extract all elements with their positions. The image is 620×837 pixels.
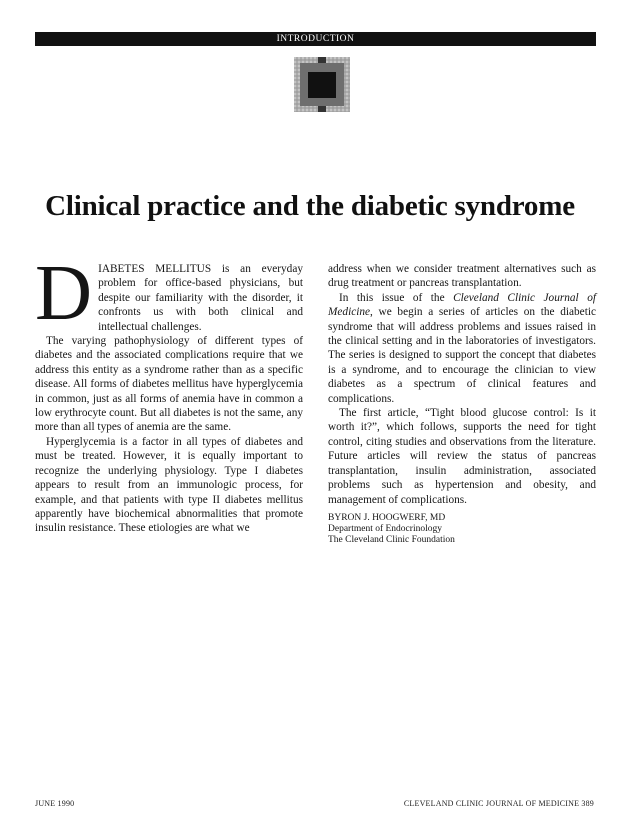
left-column [35,250,303,536]
paragraph-5-end: , we begin a series of articles on the diabetic syndrome that will address problems and issues raised in the clinical setting and in the laboratories of investigators. The series is designed to support the concept that diabetes is a syndrome, and to encourage the clinician to view diabetes as a spectrum of clinical features and complications. [328,306,596,405]
footer-date: JUNE 1990 [35,799,75,808]
journal-emblem-icon [294,57,350,112]
author-signature [328,513,596,546]
paragraph-6: The first article, “Tight blood glucose control: Is it worth it?”, which follows, supports the need for tight control, citing studies and observations from the literature. Future articles will review the status of pancreas transplantation, insulin administration, associated problems such as hypertension and obesity, and management of complications. [328,407,596,506]
journal-name: Cleveland Clinic Journal of Medicine [328,291,596,319]
right-column [328,262,596,546]
author-name: BYRON J. HOOGWERF, MD [328,512,446,523]
author-department: Department of Endocrinology [328,523,442,534]
footer-journal-page: CLEVELAND CLINIC JOURNAL OF MEDICINE 389 [403,799,594,808]
paragraph-3: Hyperglycemia is a factor in all types of diabetes and must be treated. However, it is equally important to recognize the underlying physiology. Type I diabetes appears to result from an immunologic process, for example, and that patients with type II diabetes mellitus apparently have biochemical abnormalities that promote insulin resistance. These etiologies are what we [35,435,303,535]
paragraph-5 [328,291,596,406]
paragraph-1 [35,250,303,337]
section-label: INTRODUCTION [276,34,355,44]
paragraph-2: The varying pathophysiology of different types of diabetes and the associated complications require that we address this entity as a syndrome rather than as a specific disease. All forms of diabetes mellitus have hyperglycemia in common, just as all forms of anemia have in common a low erythrocyte count. But all diabetes is not the same, any more than all types of anemia are the same. [35,335,303,434]
paragraph-5-start: In this issue of the [339,291,454,304]
paragraph-4: address when we consider treatment alternatives such as drug treatment or pancreas transplantation. [328,263,596,290]
section-header-bar [35,32,596,46]
lead-in-caps: IABETES MELLITUS [98,263,212,275]
paragraph-1-text: is an everyday problem for office-based physicians, but despite our familiarity with the disorder, it confronts us with both clinical and intellectual challenges. [98,263,303,333]
article-title: Clinical practice and the diabetic syndrome [45,190,575,222]
author-institution: The Cleveland Clinic Foundation [328,534,455,545]
drop-cap: D [35,250,93,337]
